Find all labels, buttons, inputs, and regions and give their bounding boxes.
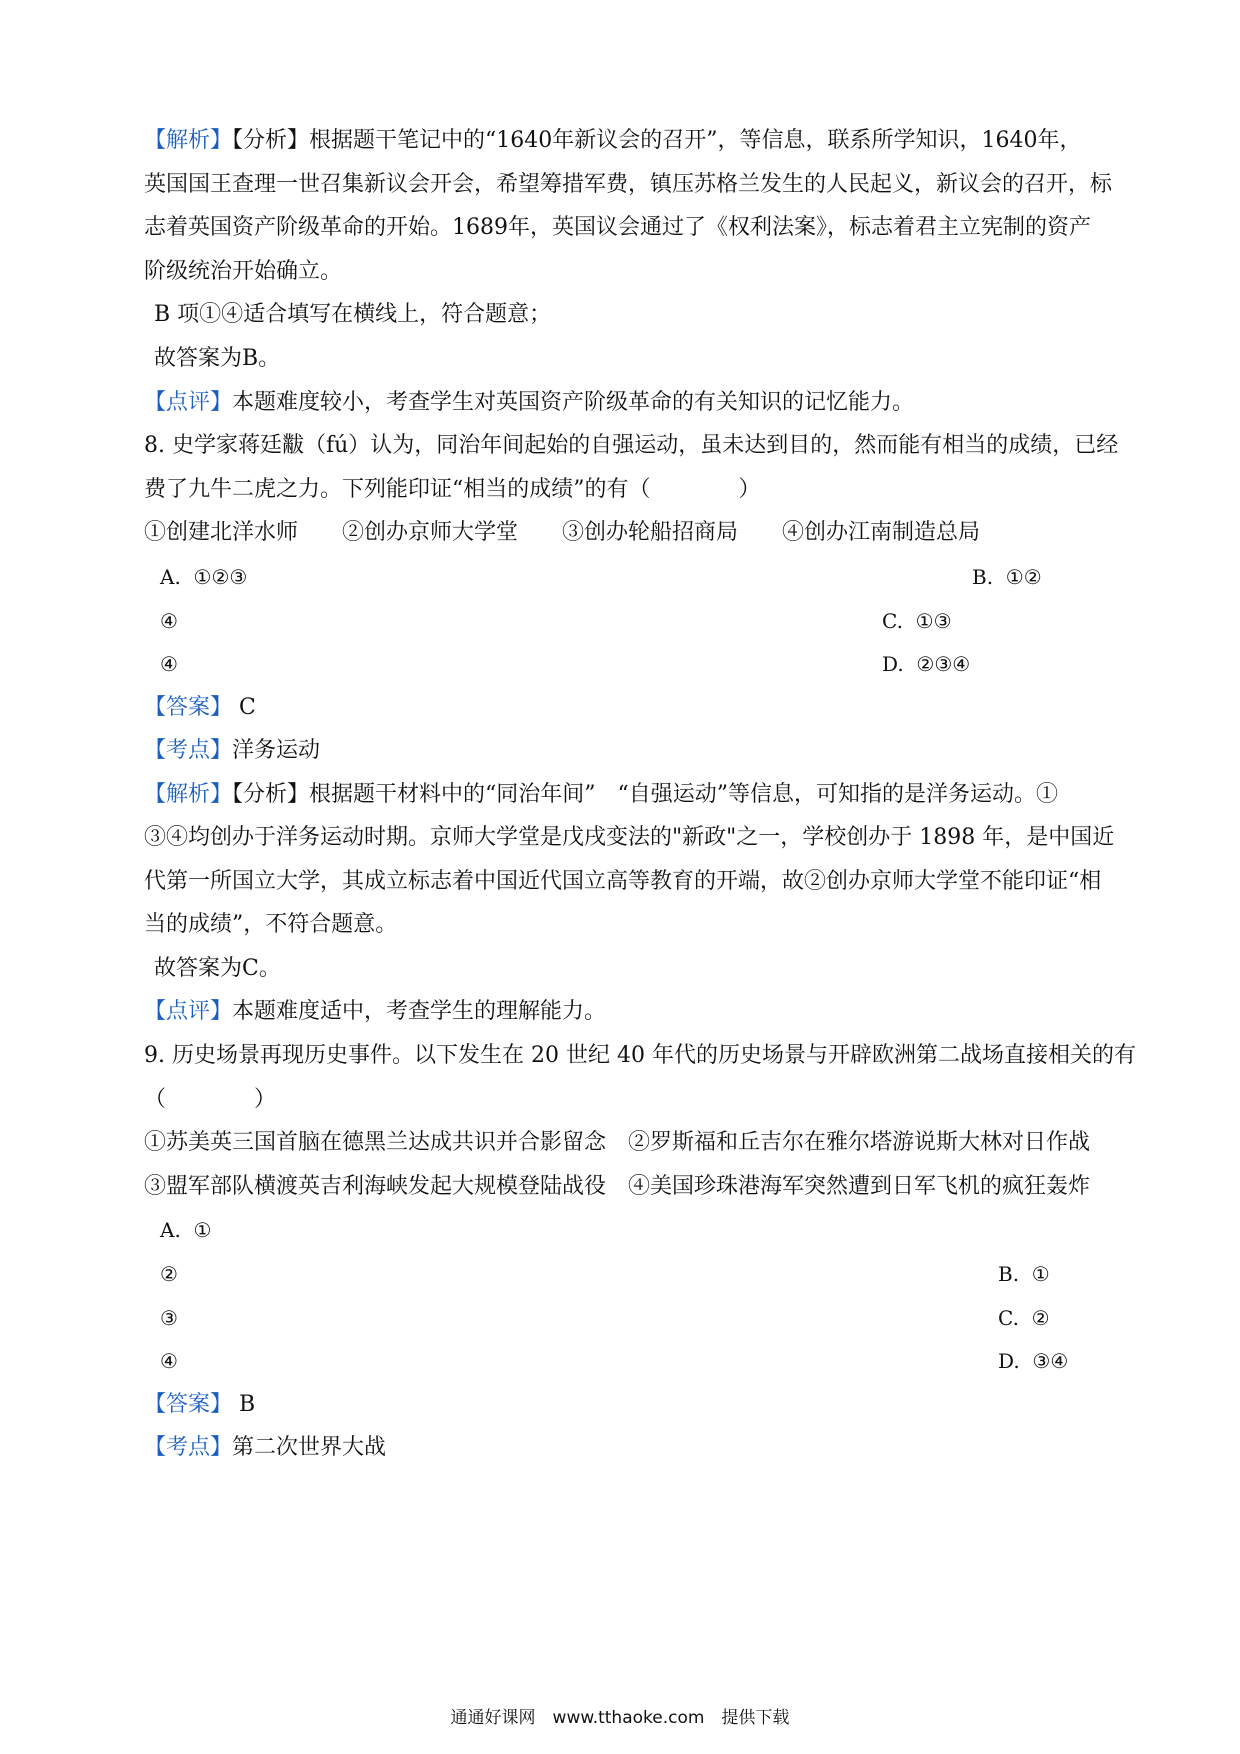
q7-analysis-line-2: 英国国王查理一世召集新议会开会，希望筹措军费，镇压苏格兰发生的人民起义，新议会的召开，标 (144, 172, 1113, 197)
analysis-tag: 【解析】 (144, 782, 233, 807)
q8-option-b: B. ①② (972, 565, 1042, 589)
q8-analysis-line-4: 当的成绩”，不符合题意。 (144, 912, 398, 937)
page-footer: 通通好课网 www.tthaoke.com 提供下载 (450, 1708, 790, 1728)
q9-option-a-cont-3: ④ (160, 1349, 178, 1373)
q8-option-c: C. ①③ (882, 609, 952, 633)
q9-option-a-cont-1: ② (160, 1262, 178, 1286)
q9-option-b: B. ① (998, 1262, 1050, 1286)
q7-comment: 【点评】本题难度较小，考查学生对英国资产阶级革命的有关知识的记忆能力。 (144, 390, 915, 415)
comment-tag: 【点评】 (144, 999, 233, 1024)
q7-analysis-line-3: 志着英国资产阶级革命的开始。1689年，英国议会通过了《权利法案》，标志着君主立宪制的资产 (144, 215, 1091, 240)
q8-items: ①创建北洋水师 ②创办京师大学堂 ③创办轮船招商局 ④创办江南制造总局 (144, 520, 981, 545)
q7-analysis-line-1: 【解析】【分析】根据题干笔记中的“1640年新议会的召开”，等信息，联系所学知识，1640年， (144, 128, 1082, 153)
q8-analysis-line-1: 【解析】【分析】根据题干材料中的“同治年间” “自强运动”等信息，可知指的是洋务运动。① (144, 782, 1059, 807)
comment-tag: 【点评】 (144, 390, 233, 415)
q9-point: 【考点】第二次世界大战 (144, 1435, 387, 1460)
q9-option-a-cont-2: ③ (160, 1306, 178, 1330)
q8-stem-line-2: 费了九牛二虎之力。下列能印证“相当的成绩”的有（ ） (144, 477, 761, 502)
answer-tag: 【答案】 (144, 1392, 233, 1417)
q8-comment: 【点评】本题难度适中，考查学生的理解能力。 (144, 999, 607, 1024)
q8-option-d: D. ②③④ (882, 652, 971, 676)
q9-items-2: ③盟军部队横渡英吉利海峡发起大规模登陆战役 ④美国珍珠港海军突然遭到日军飞机的疯狂轰炸 (144, 1174, 1091, 1199)
point-tag: 【考点】 (144, 1435, 233, 1460)
q7-note-1: B 项①④适合填写在横线上，符合题意； (154, 302, 552, 327)
q9-option-c: C. ② (998, 1306, 1050, 1330)
q8-option-a-cont: ④ (160, 609, 178, 633)
q8-option-c-cont: ④ (160, 652, 178, 676)
q8-option-a: A. ①②③ (160, 565, 248, 589)
q7-note-2: 故答案为B。 (154, 346, 281, 371)
q8-analysis-line-3: 代第一所国立大学，其成立标志着中国近代国立高等教育的开端，故②创办京师大学堂不能印证“相 (144, 869, 1102, 894)
answer-tag: 【答案】 (144, 695, 233, 720)
q9-option-a: A. ① (160, 1218, 212, 1242)
q8-answer: 【答案】 C (144, 695, 256, 720)
analysis-tag: 【解析】 (144, 128, 233, 153)
q8-stem-line-1: 8. 史学家蒋廷黻（fú）认为，同治年间起始的自强运动，虽未达到目的，然而能有相当的成绩，已经 (144, 433, 1119, 458)
q9-stem-line-2: （ ） (144, 1087, 277, 1112)
q7-analysis-line-4: 阶级统治开始确立。 (144, 259, 343, 284)
q9-option-d: D. ③④ (998, 1349, 1069, 1373)
q9-stem-line-1: 9. 历史场景再现历史事件。以下发生在 20 世纪 40 年代的历史场景与开辟欧洲第二战场直接相关的有 (144, 1043, 1136, 1068)
q8-note: 故答案为C。 (154, 956, 281, 981)
q8-point: 【考点】洋务运动 (144, 738, 321, 763)
q9-answer: 【答案】 B (144, 1392, 256, 1417)
q9-items-1: ①苏美英三国首脑在德黑兰达成共识并合影留念 ②罗斯福和丘吉尔在雅尔塔游说斯大林对日作战 (144, 1130, 1091, 1155)
point-tag: 【考点】 (144, 738, 233, 763)
q8-analysis-line-2: ③④均创办于洋务运动时期。京师大学堂是戊戌变法的"新政"之一，学校创办于 1898 年，是中国近 (144, 825, 1115, 850)
